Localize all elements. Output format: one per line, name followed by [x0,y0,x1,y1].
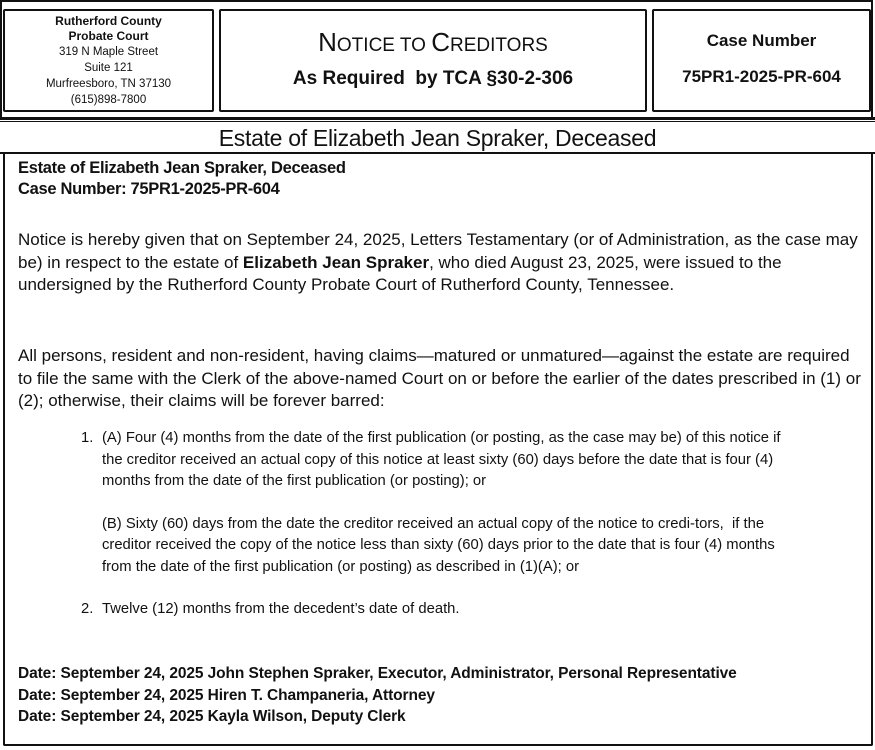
title-otice: OTICE [336,34,395,56]
header-frame-left-edge [0,0,2,120]
case-number-line: Case Number: 75PR1-2025-PR-604 [18,180,280,198]
paragraph-1-before: Notice is hereby given that on September 24, 2025, Letters Testamentary (or of Administration, as the case may be) in respect to the estate of [18,230,858,272]
list-item-number: 2. [81,601,94,617]
signer-line: Date: September 24, 2025 John Stephen Spraker, Executor, Administrator, Personal Representative [18,665,737,682]
signer-line: Date: September 24, 2025 Kayla Wilson, Deputy Clerk [18,708,406,725]
notice-body [18,158,863,725]
case-number-label: Case Number [706,30,817,50]
signer-line: Date: September 24, 2025 Hiren T. Champaneria, Attorney [18,686,435,704]
estate-banner-title: Estate of Elizabeth Jean Spraker, Deceased [218,125,657,151]
court-name-line1: Rutherford County [55,13,162,28]
list-item-1a-text: (A) Four (4) months from the date of the first publication (or posting, as the case may be) of this notice if the creditor received an actual copy of this notice at least sixty (60) days before the date that is four (4) months from the date of the first publication (or posting); or [102,430,781,489]
list-item-1b [81,514,801,579]
court-street: 319 N Maple Street [58,45,159,58]
title-letter-c: C [431,26,451,57]
list-item-number: 1. [81,430,94,446]
case-number-value: 75PR1-2025-PR-604 [682,66,841,86]
claim-deadlines-list [81,428,801,621]
notice-paragraph-1 [18,229,863,297]
list-item [81,599,801,621]
title-to: TO [394,34,432,56]
list-item [81,428,801,493]
case-number-box [652,9,871,112]
court-name-line2: Probate Court [68,28,149,43]
banner-divider [0,121,875,122]
court-info-box [3,9,214,112]
court-phone: (615)898-7800 [70,93,147,106]
list-item-1b-text: (B) Sixty (60) days from the date the creditor received an actual copy of the notice to credi-tors, if the creditor received the copy of the notice less than sixty (60) days prior to the date that is four (4) months from the date of the first publication (or posting) as described in (1)(A); or [102,515,779,575]
notice-title [318,27,548,61]
signature-block [18,663,863,728]
title-letter-n: N [318,26,337,57]
paragraph-1-after: , who died August 23, 2025, were issued to the undersigned by the Rutherford County Probate Court of Rutherford County, Tennessee. [18,252,782,294]
list-item-2-text: Twelve (12) months from the decedent’s date of death. [102,601,460,617]
court-city: Murfreesboro, TN 37130 [45,77,172,90]
estate-banner [0,117,875,154]
notice-subtitle: As Required by TCA §30-2-306 [292,67,574,89]
notice-paragraph-2: All persons, resident and non-resident, having claims—matured or unmatured—against the estate are required to file the same with the Clerk of the above-named Court on or before the earlier of the dates prescribed in (1) or (2); otherwise, their claims will be forever barred: [18,346,861,410]
decedent-name: Elizabeth Jean Spraker [242,252,430,272]
notice-title-box [219,9,647,112]
court-suite: Suite 121 [84,61,133,74]
title-reditors: REDITORS [450,34,548,56]
estate-line: Estate of Elizabeth Jean Spraker, Deceased [18,159,346,177]
